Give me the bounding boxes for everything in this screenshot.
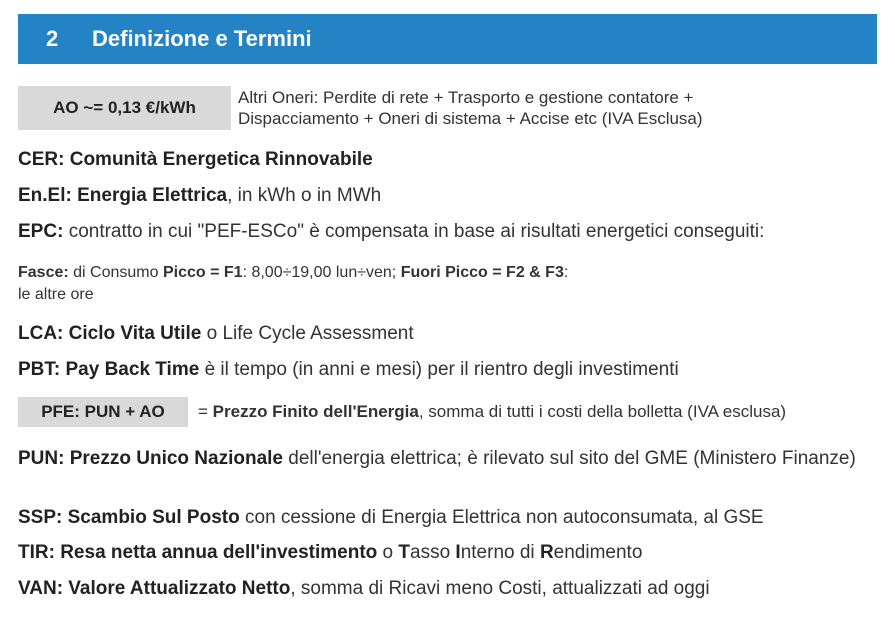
section-number: 2	[46, 26, 59, 51]
pfe-box: PFE: PUN + AO	[18, 397, 188, 427]
fasce-definition: Fasce: di Consumo Picco = F1: 8,00÷19,00 lun÷ven; Fuori Picco = F2 & F3: le altre ore	[18, 264, 569, 303]
ssp-definition: SSP: Scambio Sul Posto con cessione di Energia Elettrica non autoconsumata, al GSE	[18, 507, 764, 528]
tir-definition: TIR: Resa netta annua dell'investimento o Tasso Interno di Rendimento	[18, 542, 643, 563]
pfe-definition: PFE: PUN + AO = Prezzo Finito dell'Energia, somma di tutti i costi della bolletta (IVA esclusa)	[18, 397, 786, 427]
enel-definition: En.El: Energia Elettrica, in kWh o in MWh	[18, 185, 382, 206]
ao-box: AO ~= 0,13 €/kWh	[18, 86, 231, 130]
pbt-definition: PBT: Pay Back Time è il tempo (in anni e mesi) per il rientro degli investimenti	[18, 359, 679, 380]
van-definition: VAN: Valore Attualizzato Netto, somma di Ricavi meno Costi, attualizzati ad oggi	[18, 578, 710, 599]
ao-definition	[18, 86, 703, 130]
section-title: Definizione e Termini	[92, 26, 312, 51]
epc-definition: EPC: contratto in cui "PEF-ESCo" è compensata in base ai risultati energetici conseguiti:	[18, 221, 765, 242]
ao-description: Altri Oneri: Perdite di rete + Trasporto e gestione contatore + Dispacciamento + Oneri di sistema + Accise etc (IVA Esclusa)	[238, 88, 703, 128]
section-header	[18, 14, 877, 64]
cer-definition: CER: Comunità Energetica Rinnovabile	[18, 149, 373, 170]
lca-definition: LCA: Ciclo Vita Utile o Life Cycle Assessment	[18, 323, 414, 344]
pun-definition: PUN: Prezzo Unico Nazionale dell'energia elettrica; è rilevato sul sito del GME (Ministero Finanze)	[18, 448, 856, 469]
